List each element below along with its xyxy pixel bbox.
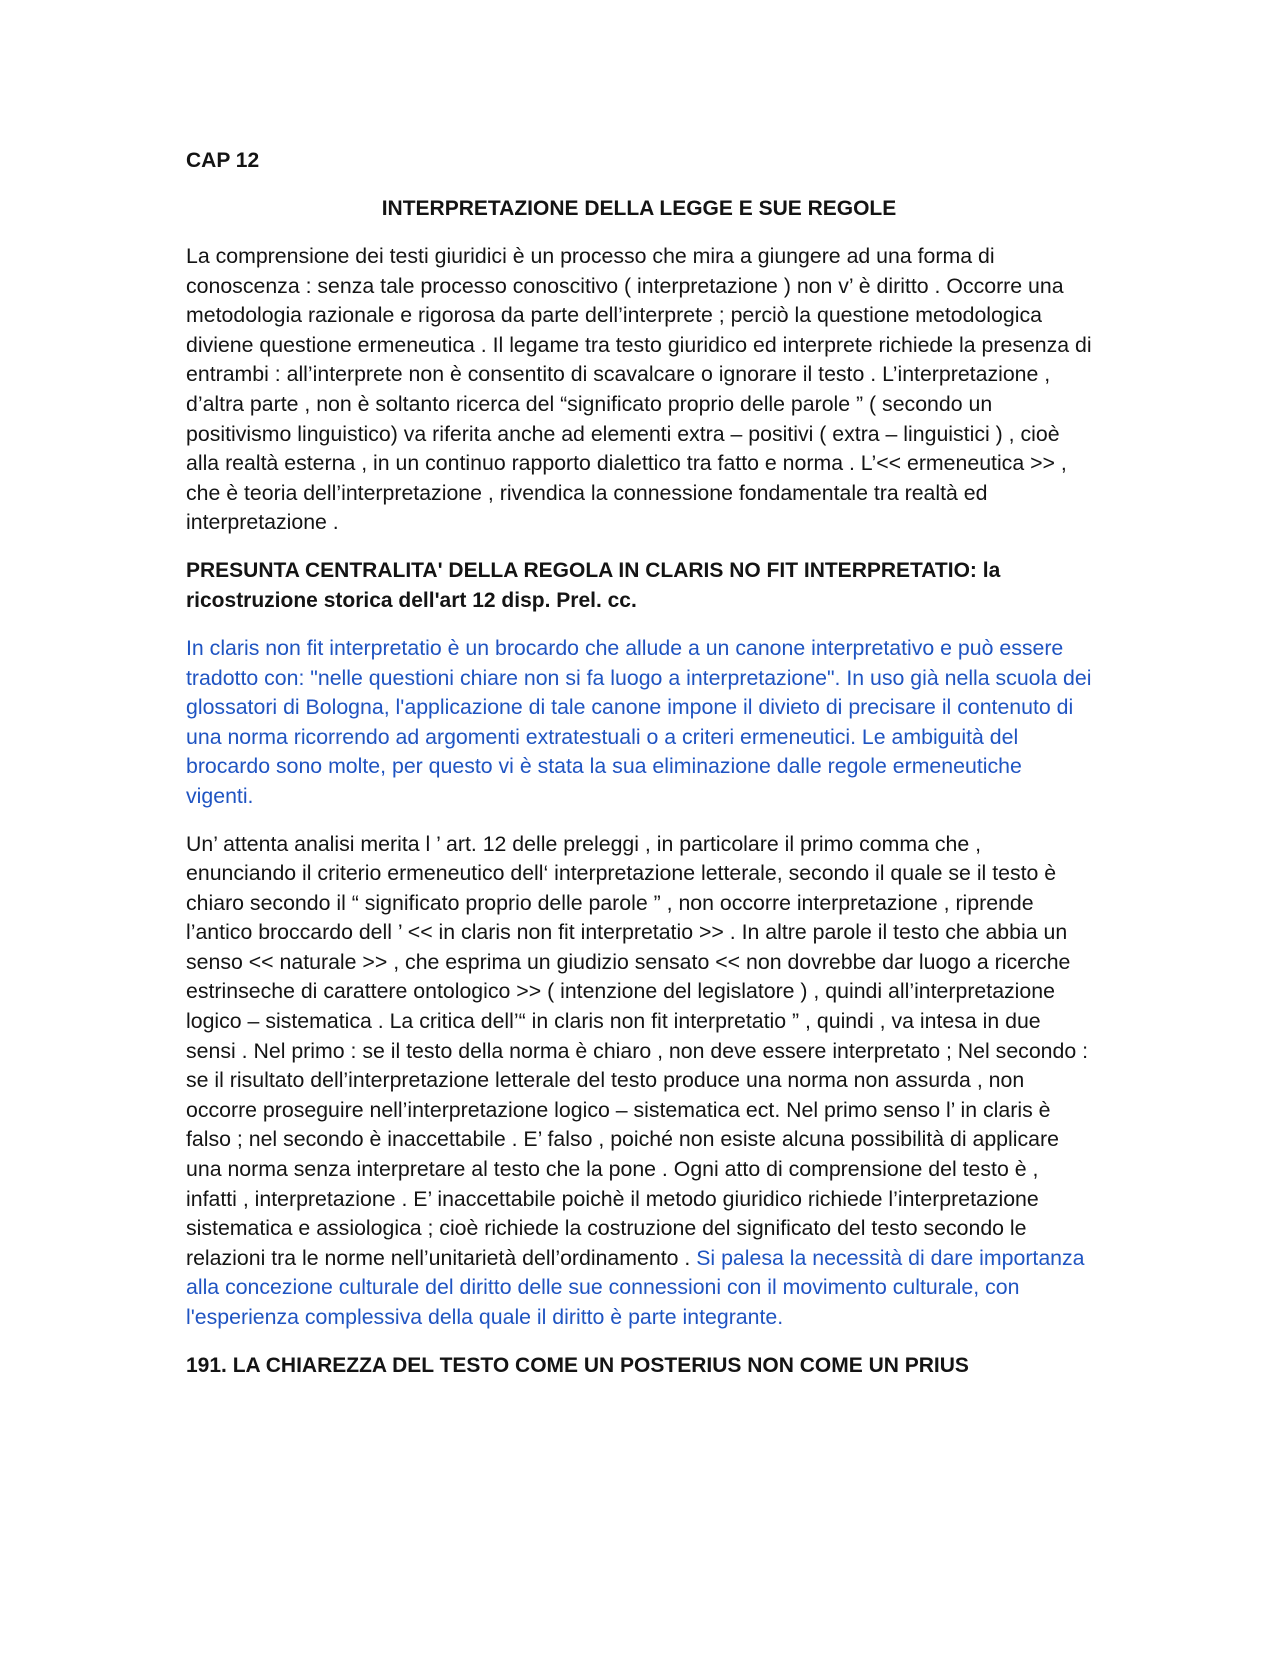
paragraph-intro: La comprensione dei testi giuridici è un processo che mira a giungere ad una forma di conoscenza : senza tale processo conoscitivo ( interpretazione ) non v’ è diritto . Occorre una metodologia razionale e rigorosa da parte dell’interprete ; perciò la questione metodologica diviene questione ermeneutica . Il legame tra testo giuridico ed interprete richiede la presenza di entrambi : all’interprete non è consentito di scavalcare o ignorare il testo . L’interpretazione , d’altra parte , non è soltanto ricerca del “significato proprio delle parole ” ( secondo un positivismo linguistico) va riferita anche ad elementi extra – positivi ( extra – linguistici ) , cioè alla realtà esterna , in un continuo rapporto dialettico tra fatto e norma . L’<< ermeneutica >> , che è teoria dell’interpretazione , rivendica la connessione fondamentale tra realtà ed interpretazione . [186,244,1092,535]
document-page [186,146,1092,1399]
page-title: INTERPRETAZIONE DELLA LEGGE E SUE REGOLE [381,197,897,220]
section-heading-chiarezza: 191. LA CHIAREZZA DEL TESTO COME UN POSTERIUS NON COME UN PRIUS [186,1353,969,1377]
chapter-label: CAP 12 [186,149,260,172]
paragraph-analysis-highlight: Si palesa la necessità di dare importanza alla concezione culturale del diritto delle sue connessioni con il movimento culturale, con l'esperienza complessiva della quale il diritto è parte integrante. [186,1245,1085,1329]
paragraph-brocardo: In claris non fit interpretatio è un brocardo che allude a un canone interpretativo e può essere tradotto con: "nelle questioni chiare non si fa luogo a interpretazione". In uso già nella scuola dei glossatori di Bologna, l'applicazione di tale canone impone il divieto di precisare il contenuto di una norma ricorrendo ad argomenti extratestuali o a criteri ermeneutici. Le ambiguità del brocardo sono molte, per questo vi è stata la sua eliminazione dalle regole ermeneutiche vigenti. [186,635,1092,808]
paragraph-analysis-text: Un’ attenta analisi merita l ’ art. 12 delle preleggi , in particolare il primo comma che , enunciando il criterio ermeneutico dell‘ interpretazione letterale, secondo il quale se il testo è chiaro secondo il “ significato proprio delle parole ” , non occorre interpretazione , riprende l’antico broccardo dell ’ << in claris non fit interpretatio >> . In altre parole il testo che abbia un senso << naturale >> , che esprima un giudizio sensato << non dovrebbe dar luogo a ricerche estrinseche di carattere ontologico >> ( intenzione del legislatore ) , quindi all’interpretazione logico – sistematica . La critica dell’“ in claris non fit interpretatio ” , quindi , va intesa in due sensi . Nel primo : se il testo della norma è chiaro , non deve essere interpretato ; Nel secondo : se il risultato dell’interpretazione letterale del testo produce una norma non assurda , non occorre proseguire nell’interpretazione logico – sistematica ect. Nel primo senso l’ in claris è falso ; nel secondo è inaccettabile . E’ falso , poiché non esiste alcuna possibilità di applicare una norma senza interpretare al testo che la pone . Ogni atto di comprensione del testo è , infatti , interpretazione . E’ inaccettabile poichè il metodo giuridico richiede l’interpretazione sistematica e assiologica ; cioè richiede la costruzione del significato del testo secondo le relazioni tra le norme nell’unitarietà dell’ordinamento . [186,831,1089,1270]
paragraph-analysis [186,830,1092,1333]
section-heading-centralita: PRESUNTA CENTRALITA' DELLA REGOLA IN CLARIS NO FIT INTERPRETATIO: la ricostruzione storica dell'art 12 disp. Prel. cc. [186,558,1001,612]
